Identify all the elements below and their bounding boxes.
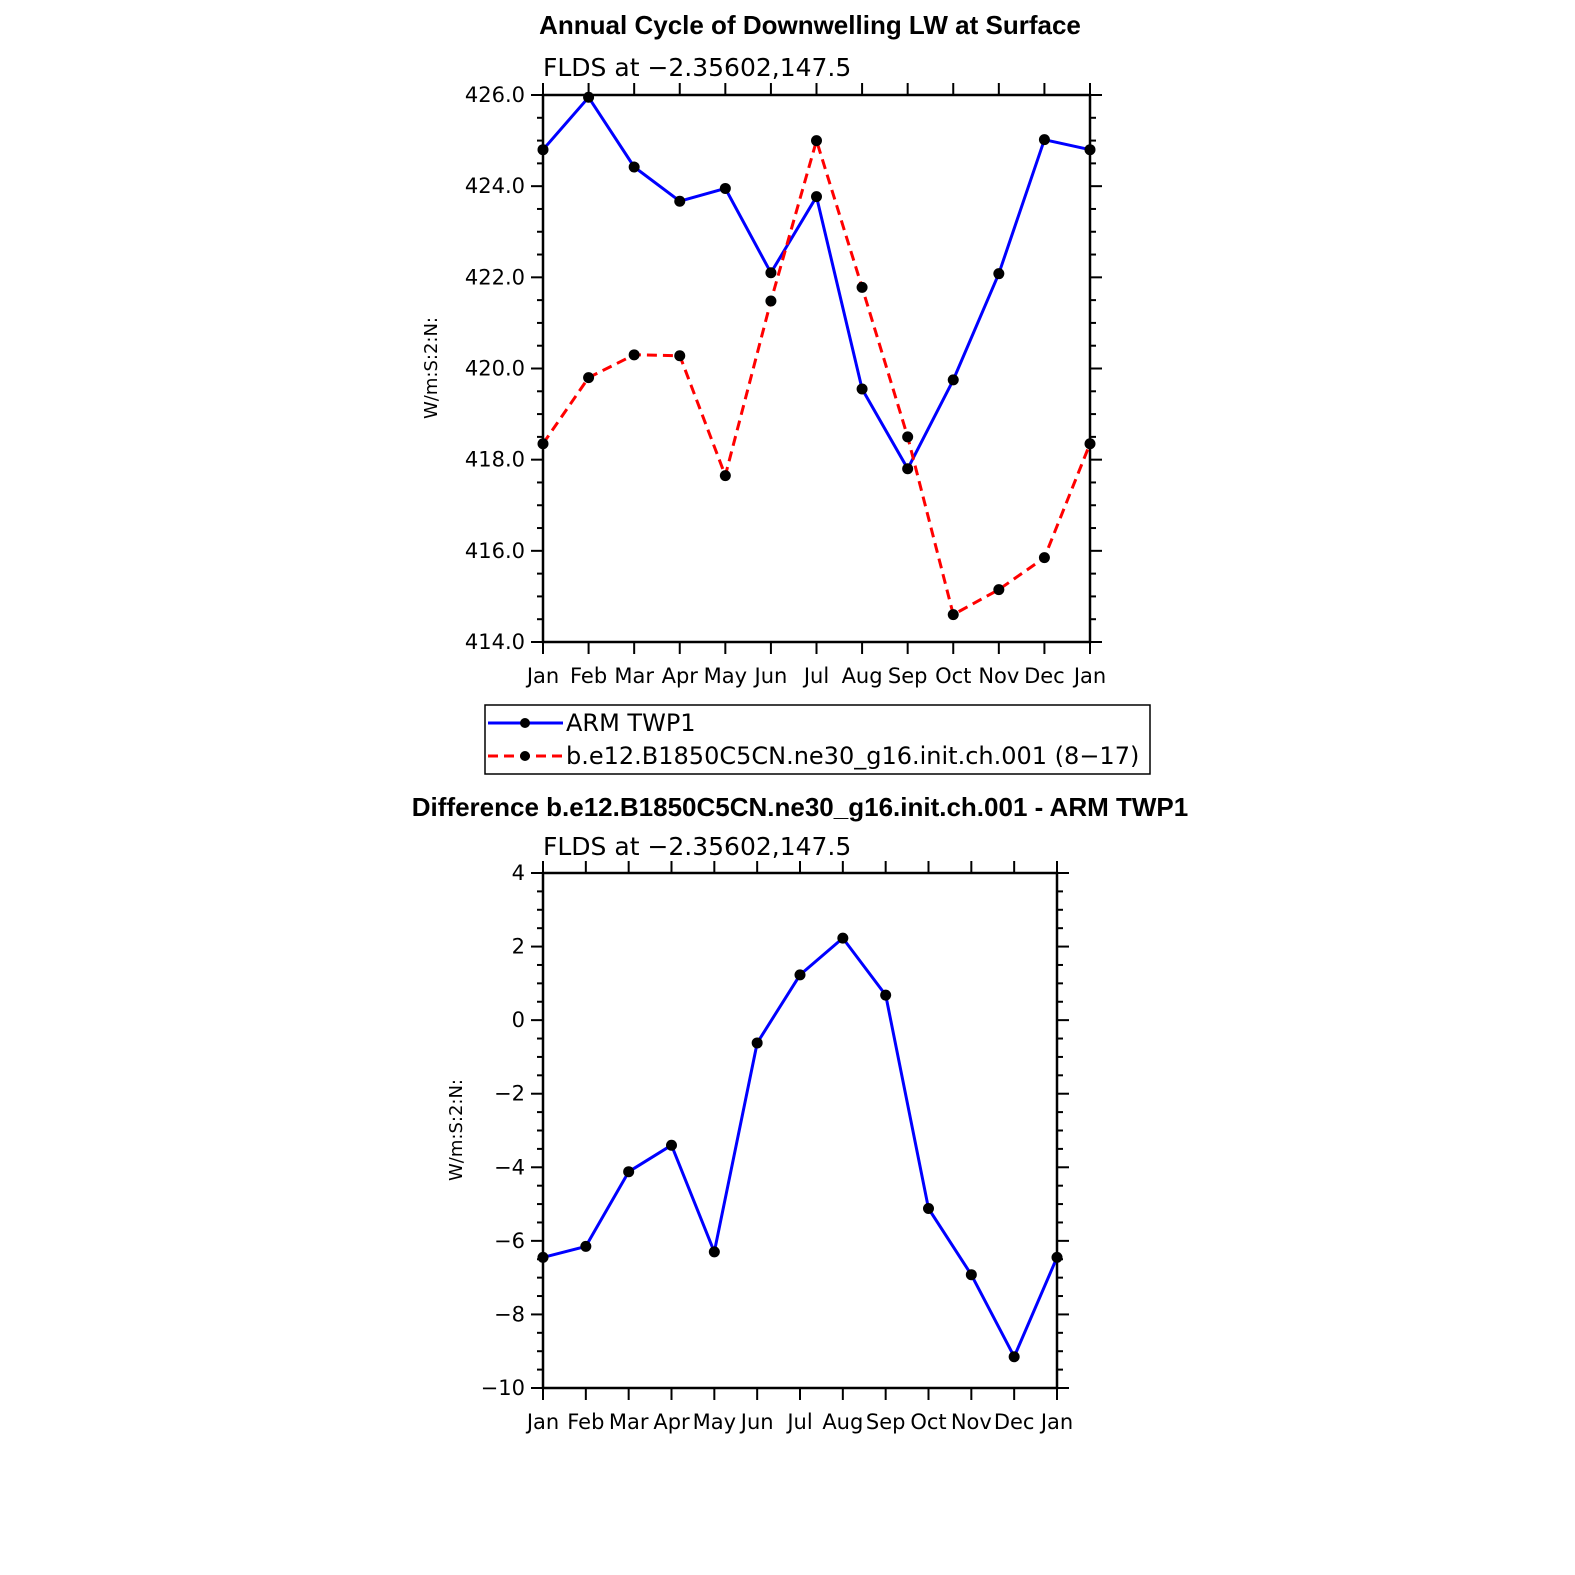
top-series-1-point xyxy=(765,296,776,307)
top-series-0-point xyxy=(629,162,640,173)
top-chart-subtitle: FLDS at −2.35602,147.5 xyxy=(543,53,852,82)
bottom-series-0-point xyxy=(1009,1351,1020,1362)
top-x-tick-label: Nov xyxy=(978,664,1020,688)
bottom-x-tick-label: Jul xyxy=(787,1410,813,1434)
bottom-series-0-point xyxy=(623,1166,634,1177)
top-series-1-point xyxy=(1039,552,1050,563)
bottom-series-0-point xyxy=(795,969,806,980)
top-series-1-point xyxy=(902,431,913,442)
bottom-chart-plot-area xyxy=(481,861,1074,1434)
bottom-x-tick-label: Mar xyxy=(608,1410,649,1434)
bottom-series-0-point xyxy=(837,933,848,944)
bottom-y-tick-label: −2 xyxy=(494,1081,525,1106)
top-series-1-line xyxy=(543,141,1090,615)
bottom-x-tick-label: Jan xyxy=(1040,1410,1074,1434)
top-x-tick-label: Apr xyxy=(661,664,698,688)
top-y-tick-label: 420.0 xyxy=(464,356,525,381)
legend-marker-arm-twp1 xyxy=(520,718,530,728)
top-y-tick-label: 416.0 xyxy=(464,538,525,563)
top-series-0-point xyxy=(674,196,685,207)
top-series-1-point xyxy=(538,438,549,449)
top-chart-legend xyxy=(485,705,1150,774)
top-series-0-point xyxy=(765,267,776,278)
top-series-0-point xyxy=(811,191,822,202)
bottom-y-tick-label: 0 xyxy=(511,1008,525,1033)
top-series-1-point xyxy=(674,350,685,361)
bottom-x-tick-label: Feb xyxy=(567,1410,605,1434)
top-series-1-point xyxy=(811,135,822,146)
top-x-tick-label: Jan xyxy=(1073,664,1107,688)
bottom-x-tick-label: Sep xyxy=(865,1410,906,1434)
top-x-tick-label: Feb xyxy=(569,664,608,688)
bottom-x-tick-label: May xyxy=(692,1410,737,1434)
top-series-0-line xyxy=(543,97,1090,469)
bottom-series-0-point xyxy=(1052,1252,1063,1263)
bottom-y-tick-label: −8 xyxy=(494,1302,525,1327)
bottom-series-0-point xyxy=(880,990,891,1001)
top-chart-y-axis-label: W/m:S:2:N: xyxy=(421,317,442,419)
bottom-y-tick-label: −4 xyxy=(494,1155,525,1180)
bottom-chart-subtitle: FLDS at −2.35602,147.5 xyxy=(543,832,852,861)
top-x-tick-label: Dec xyxy=(1024,664,1065,688)
top-series-0-point xyxy=(948,374,959,385)
legend-label-model: b.e12.B1850C5CN.ne30_g16.init.ch.001 (8−17) xyxy=(566,742,1140,770)
bottom-x-tick-label: Nov xyxy=(950,1410,992,1434)
top-x-tick-label: May xyxy=(703,664,748,688)
top-y-tick-label: 418.0 xyxy=(464,447,525,472)
legend-marker-model xyxy=(520,751,530,761)
top-y-tick-label: 422.0 xyxy=(464,265,525,290)
bottom-y-tick-label: 2 xyxy=(511,934,525,959)
bottom-series-0-point xyxy=(666,1140,677,1151)
top-x-tick-label: Oct xyxy=(935,664,972,688)
top-series-1-point xyxy=(720,470,731,481)
bottom-x-tick-label: Jun xyxy=(740,1410,774,1434)
bottom-series-0-line xyxy=(543,938,1057,1357)
top-series-1-point xyxy=(857,282,868,293)
bottom-plot-frame xyxy=(543,873,1057,1388)
top-series-0-point xyxy=(993,268,1004,279)
top-series-1-point xyxy=(1085,438,1096,449)
bottom-chart-title: Difference b.e12.B1850C5CN.ne30_g16.init.ch.001 - ARM TWP1 xyxy=(411,792,1189,822)
bottom-series-0-point xyxy=(923,1203,934,1214)
top-series-1-point xyxy=(993,584,1004,595)
top-plot-frame xyxy=(543,95,1090,642)
top-series-1-point xyxy=(629,349,640,360)
top-chart xyxy=(421,10,1106,688)
top-x-tick-label: Aug xyxy=(841,664,883,688)
top-x-tick-label: Jan xyxy=(526,664,560,688)
bottom-y-tick-label: −6 xyxy=(494,1228,525,1253)
top-x-tick-label: Jul xyxy=(803,664,830,688)
bottom-series-0-point xyxy=(966,1269,977,1280)
top-series-1-point xyxy=(583,372,594,383)
top-series-0-point xyxy=(1039,134,1050,145)
bottom-series-0-point xyxy=(752,1037,763,1048)
top-chart-plot-area xyxy=(465,83,1106,688)
top-x-tick-label: Sep xyxy=(887,664,928,688)
bottom-y-tick-label: −10 xyxy=(480,1376,525,1400)
top-series-1-point xyxy=(948,609,959,620)
legend-label-arm-twp1: ARM TWP1 xyxy=(566,709,696,737)
bottom-series-0-point xyxy=(580,1241,591,1252)
top-y-tick-label: 424.0 xyxy=(464,174,525,199)
bottom-chart xyxy=(412,792,1188,1434)
top-chart-title: Annual Cycle of Downwelling LW at Surface xyxy=(539,10,1081,40)
top-series-0-point xyxy=(902,463,913,474)
bottom-x-tick-label: Oct xyxy=(910,1410,947,1434)
bottom-x-tick-label: Aug xyxy=(822,1410,864,1434)
top-series-0-point xyxy=(720,183,731,194)
top-series-0-point xyxy=(1085,144,1096,155)
bottom-chart-y-axis-label: W/m:S:2:N: xyxy=(446,1079,467,1181)
top-y-tick-label: 414.0 xyxy=(464,630,525,654)
bottom-y-tick-label: 4 xyxy=(511,861,525,885)
bottom-x-tick-label: Jan xyxy=(526,1410,560,1434)
bottom-series-0-point xyxy=(709,1246,720,1257)
top-y-tick-label: 426.0 xyxy=(464,83,525,107)
top-series-0-point xyxy=(583,92,594,103)
top-series-0-point xyxy=(857,384,868,395)
top-x-tick-label: Jun xyxy=(754,664,788,688)
bottom-x-tick-label: Apr xyxy=(653,1410,690,1434)
bottom-x-tick-label: Dec xyxy=(993,1410,1035,1434)
bottom-series-0-point xyxy=(538,1252,549,1263)
top-x-tick-label: Mar xyxy=(614,664,654,688)
top-series-0-point xyxy=(538,144,549,155)
